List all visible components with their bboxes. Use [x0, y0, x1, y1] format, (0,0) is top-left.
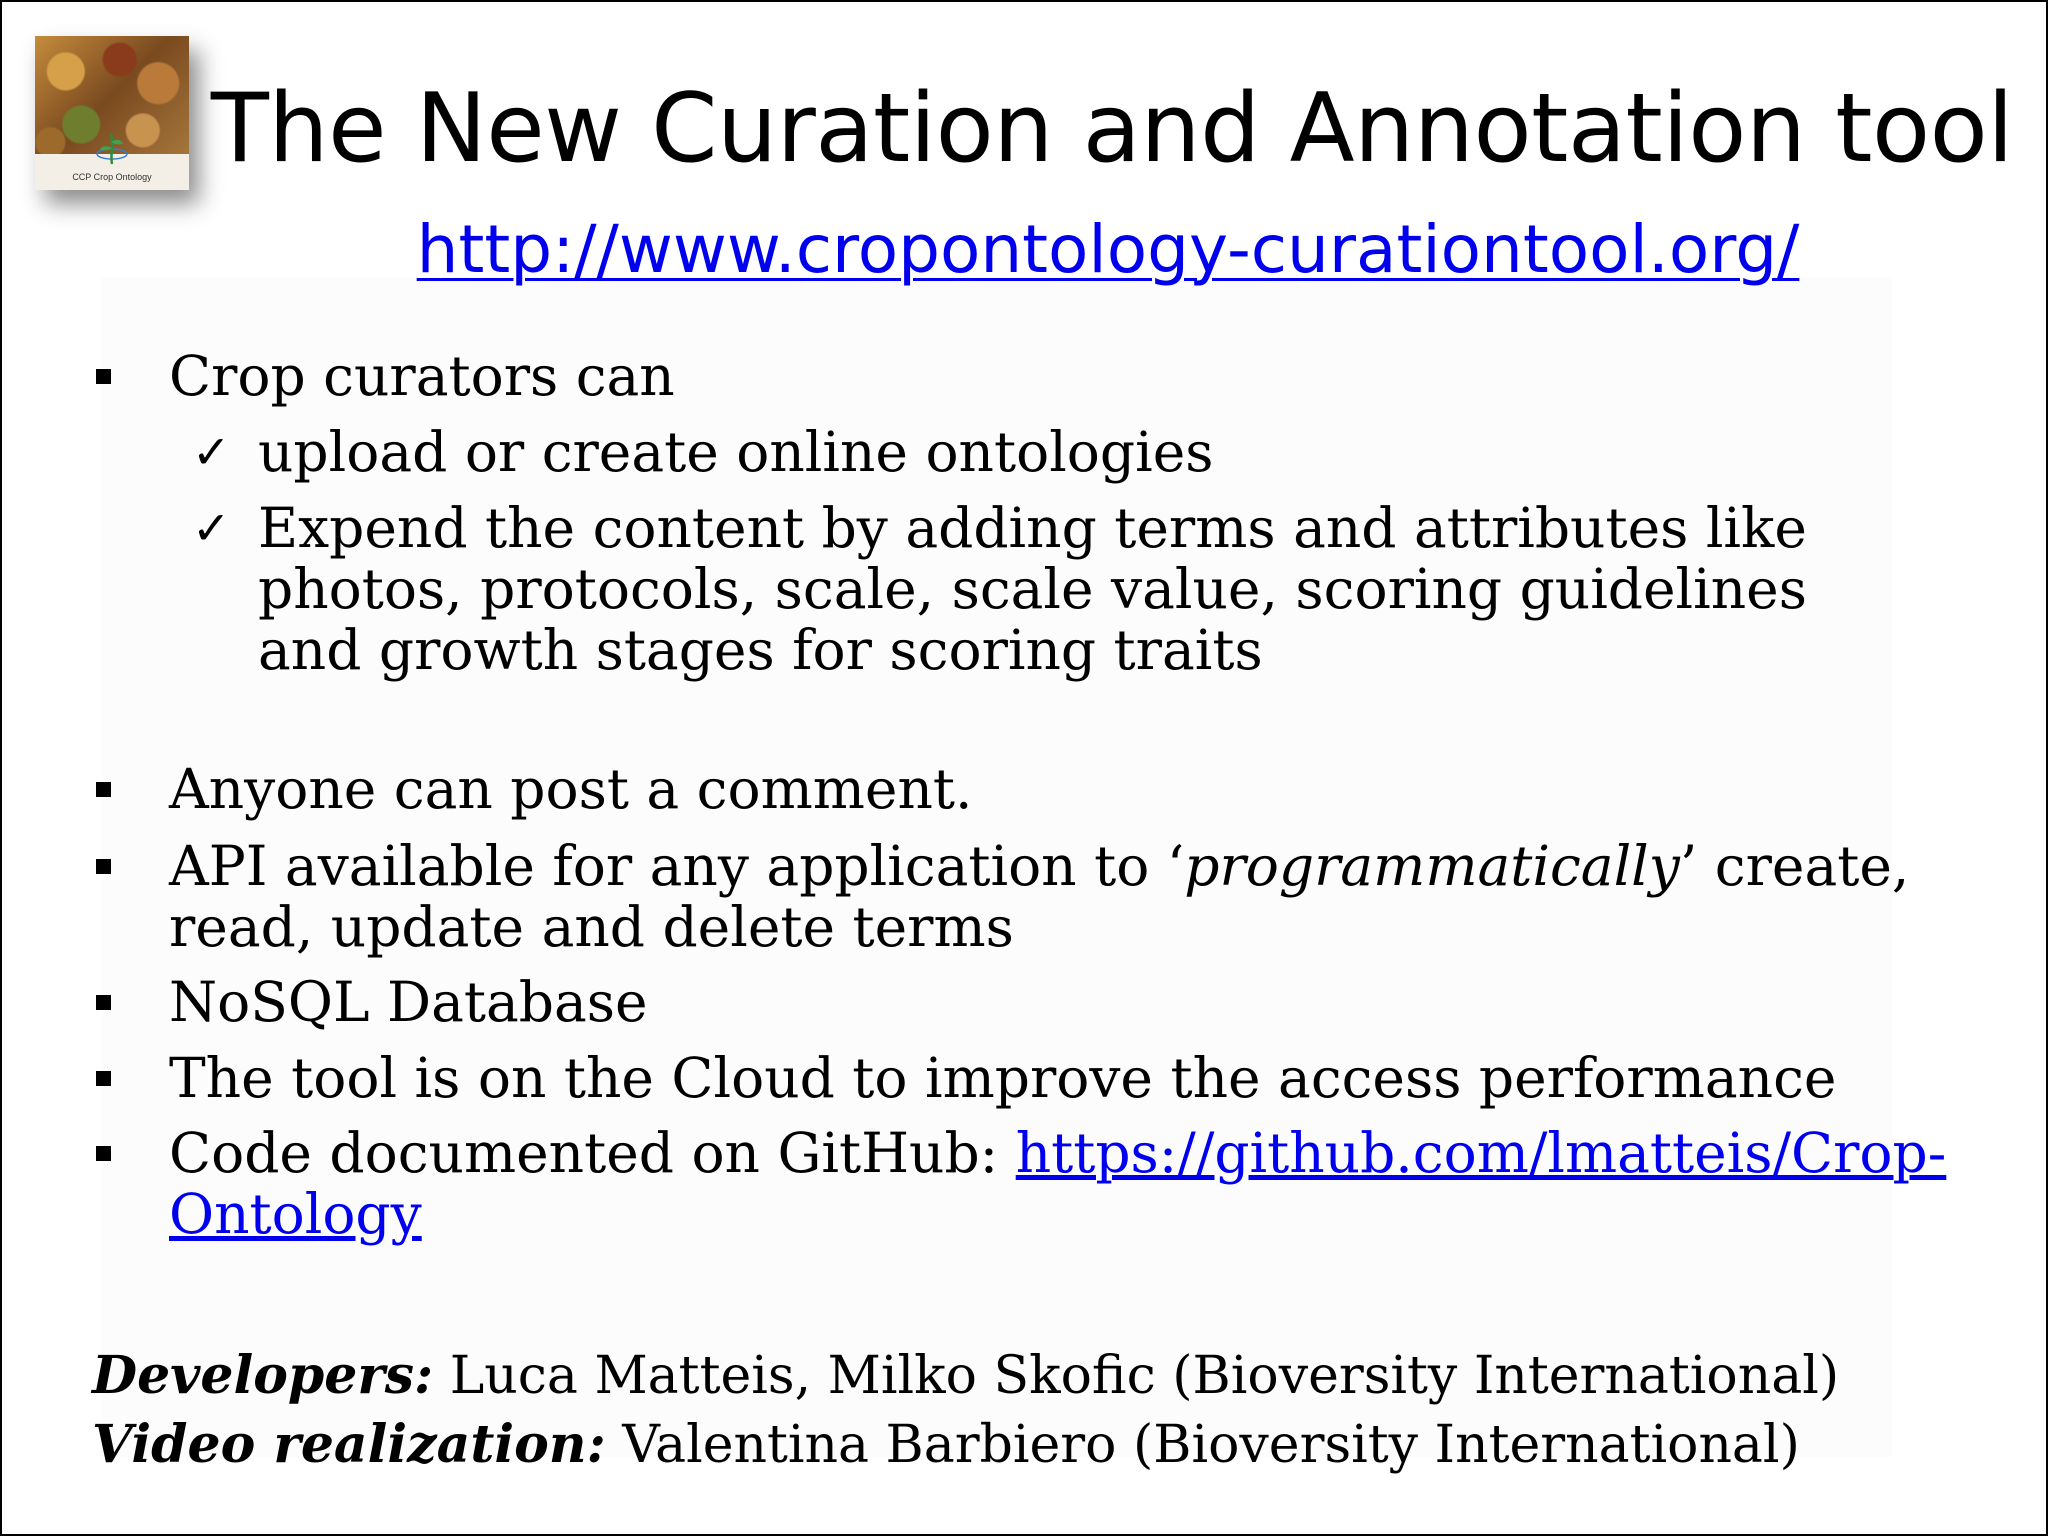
bullet-marker	[96, 782, 111, 797]
bullet-text: Anyone can post a comment.	[169, 757, 973, 821]
bullet-marker	[96, 1071, 111, 1086]
bullet-text	[169, 836, 2009, 958]
bullet-text	[169, 1123, 1969, 1245]
slide-body	[2, 2, 2048, 1538]
logo-caption: CCP Crop Ontology	[72, 172, 152, 182]
github-label: Code documented on GitHub:	[169, 1121, 1016, 1185]
api-italic-word: programmatically	[1184, 834, 1680, 898]
bullet-text: NoSQL Database	[169, 970, 648, 1034]
github-link[interactable]: https://github.com/lmatteis/Crop-Ontology	[169, 1121, 1947, 1246]
developers-credit	[92, 1346, 1992, 1406]
api-text-start: API available for any application to ‘	[169, 834, 1185, 898]
bullet-marker	[96, 995, 111, 1010]
slide-title: The New Curation and Annotation tool	[210, 74, 2014, 184]
bullet-marker	[96, 859, 111, 874]
video-names: Valentina Barbiero (Bioversity International)	[605, 1415, 1800, 1475]
bullet-text: The tool is on the Cloud to improve the access performance	[169, 1046, 1837, 1110]
developers-label: Developers:	[92, 1345, 434, 1406]
bullet-marker	[96, 369, 111, 384]
api-text-end: ’ create, read, update and delete terms	[169, 834, 1910, 959]
video-label: Video realization:	[92, 1414, 606, 1475]
checkmark-icon: ✓	[192, 425, 231, 479]
checkmark-icon: ✓	[192, 501, 231, 555]
bullet-text: Crop curators can	[169, 344, 675, 408]
developers-names: Luca Matteis, Milko Skofic (Bioversity International)	[433, 1346, 1840, 1406]
curation-tool-link[interactable]: http://www.cropontology-curationtool.org/	[416, 211, 1800, 288]
video-credit	[92, 1415, 1992, 1475]
checklist-text: upload or create online ontologies	[258, 420, 1214, 484]
checklist-text: Expend the content by adding terms and attributes like photos, protocols, scale, scale value, scoring guidelines and growth stages for scoring traits	[258, 496, 1807, 682]
bullet-marker	[96, 1146, 111, 1161]
